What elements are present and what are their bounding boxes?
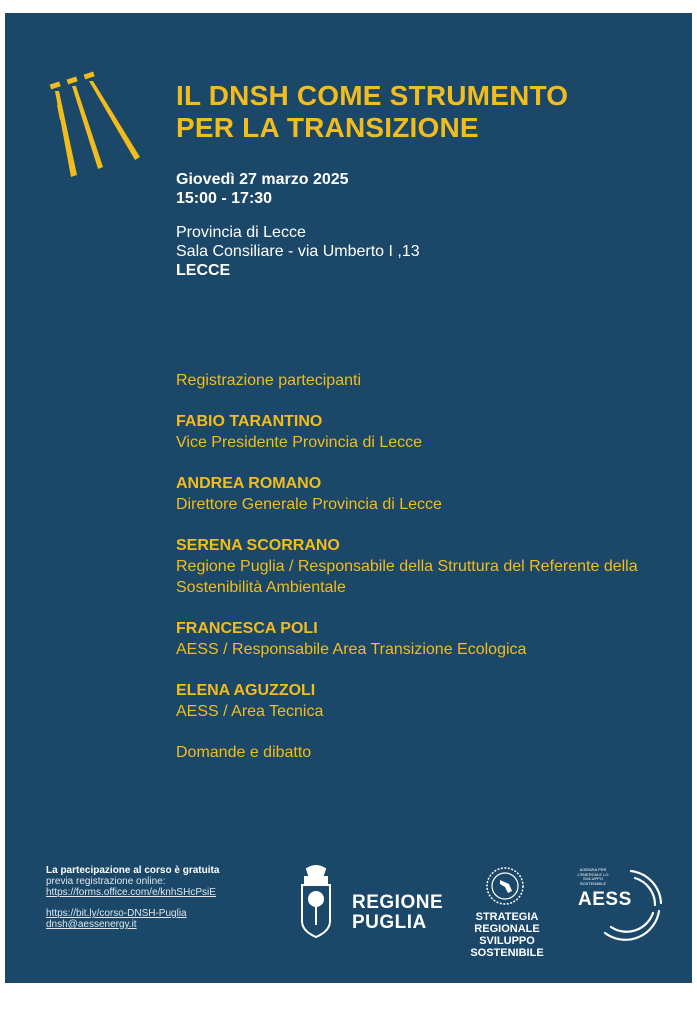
speaker-name: ELENA AGUZZOLI — [176, 682, 316, 699]
event-date: Giovedì 27 marzo 2025 — [176, 171, 349, 188]
event-location — [176, 223, 420, 280]
venue-city: LECCE — [176, 262, 231, 279]
registration-label: Registrazione partecipanti — [176, 372, 361, 389]
event-time: 15:00 - 17:30 — [176, 190, 273, 207]
aess-agency-label: AGENZIA PER L'ENERGIA E LO SVILUPPO SOSTENIBILE — [577, 867, 609, 886]
registration-form-link[interactable]: https://forms.office.com/e/knhSHcPsiE — [46, 887, 216, 898]
agenda-registration — [176, 370, 676, 391]
speaker-name: FABIO TARANTINO — [176, 413, 323, 430]
strategia-regionale-logo — [452, 911, 562, 959]
venue-line-1: Provincia di Lecce — [176, 224, 306, 241]
speaker-role: Regione Puglia / Responsabile della Struttura del Referente della Sostenibilità Ambientale — [176, 558, 638, 596]
speaker-role: Direttore Generale Provincia di Lecce — [176, 496, 442, 513]
regione-puglia-logo — [352, 893, 443, 933]
speaker-item — [176, 680, 676, 722]
event-title — [176, 80, 568, 144]
agenda-closing — [176, 742, 676, 763]
course-info-link[interactable]: https://bit.ly/corso-DNSH-Puglia — [46, 908, 187, 919]
closing-label: Domande e dibatto — [176, 744, 312, 761]
registration-info — [46, 865, 219, 930]
strategia-regionale-icon — [485, 866, 525, 906]
speaker-name: FRANCESCA POLI — [176, 620, 318, 637]
strategia-line-2: SVILUPPO SOSTENIBILE — [470, 935, 544, 959]
strategia-line-1: STRATEGIA REGIONALE — [474, 911, 540, 935]
speaker-role: Vice Presidente Provincia di Lecce — [176, 434, 423, 451]
speaker-item — [176, 473, 676, 515]
title-line-2: PER LA TRANSIZIONE — [176, 112, 479, 143]
aess-logo: AESS — [578, 889, 632, 910]
venue-line-2: Sala Consiliare - via Umberto I ,13 — [176, 243, 420, 260]
speaker-item — [176, 618, 676, 660]
regione-line-1: REGIONE — [352, 892, 444, 913]
regione-line-2: PUGLIA — [352, 912, 427, 933]
title-line-1: IL DNSH COME STRUMENTO — [176, 80, 569, 111]
event-poster — [5, 13, 692, 983]
speaker-item — [176, 411, 676, 453]
free-participation-note: La partecipazione al corso è gratuita — [46, 865, 220, 876]
dnsh-logo-icon — [47, 57, 147, 182]
agenda — [176, 370, 676, 783]
speaker-role: AESS / Responsabile Area Transizione Ecologica — [176, 641, 527, 658]
registration-note: previa registrazione online: — [46, 876, 166, 887]
event-datetime — [176, 170, 349, 208]
speaker-role: AESS / Area Tecnica — [176, 703, 324, 720]
speaker-name: SERENA SCORRANO — [176, 537, 340, 554]
contact-email-link[interactable]: dnsh@aessenergy.it — [46, 919, 137, 930]
speaker-name: ANDREA ROMANO — [176, 475, 322, 492]
speaker-item — [176, 535, 676, 598]
